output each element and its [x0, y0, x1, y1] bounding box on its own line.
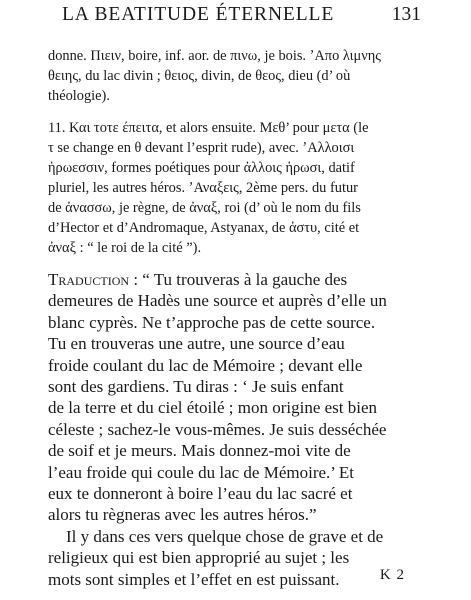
comment-line: religieux qui est bien approprié au sujet ; les: [48, 548, 350, 568]
translation-line: froide coulant du lac de Mémoire ; devant elle: [48, 355, 363, 375]
running-header: [62, 4, 421, 30]
note-line: 11. Και τοτε έπειτα, et alors ensuite. Μεθ’ pour μετα (le: [48, 120, 369, 136]
translation-line: eux te donneront à boire l’eau du lac sacré et: [48, 484, 353, 504]
translation-first-line: [48, 269, 434, 290]
note-line: d’Hector et d’Andromaque, Astyanax, de ἀστυ, cité et: [48, 220, 360, 236]
running-title: LA BEATITUDE ÉTERNELLE: [62, 4, 335, 25]
note-line: θειης, du lac divin ; θειος, divin, de θεος, dieu (d’ où: [48, 68, 351, 84]
note-line: pluriel, les autres héros. ʼΑναξεις, 2ème pers. du futur: [48, 180, 358, 196]
translation-line: l’eau froide qui coule du lac de Mémoire.’ Et: [48, 462, 355, 482]
translation-line-rest: : “ Tu trouveras à la gauche des: [129, 270, 348, 289]
page-number: 131: [391, 4, 421, 25]
translation-line: de la terre et du ciel étoilé ; mon origine est bien: [48, 398, 378, 418]
translation-line: Tu en trouveras une autre, une source d’eau: [48, 334, 345, 354]
translation-line: blanc cyprès. Ne t’approche pas de cette source.: [48, 312, 376, 332]
note-11: [48, 118, 435, 258]
translation-line: demeures de Hadès une source et auprès d’elle un: [48, 291, 387, 311]
translation-label: Traduction: [48, 270, 130, 289]
note-line: ἡρωεσσιν, formes poétiques pour ἀλλοις ἡρωσι, datif: [48, 160, 355, 176]
note-line: donne. Πιειν, boire, inf. aor. de πινω, je bois. ʼΑπο λιμνης: [48, 48, 381, 64]
note-line: théologie).: [48, 88, 110, 104]
translation-line: alors tu règneras avec les autres héros.”: [48, 505, 317, 525]
note-line: ἀναξ : “ le roi de la cité ”).: [48, 240, 202, 256]
note-line: de ἀνασσω, je règne, de ἀναξ, roi (d’ où le nom du fils: [48, 200, 361, 216]
comment-line: mots sont simples et l’effet en est puissant.: [48, 569, 340, 589]
translation-paragraph: [48, 269, 434, 590]
printer-signature: K 2: [379, 567, 405, 583]
translation-line: de soif et je meurs. Mais donnez-moi vite de: [48, 441, 351, 461]
note-line: τ se change en θ devant l’esprit rude), avec. ʼΑλλοισι: [48, 140, 355, 156]
translation-line: sont des gardiens. Tu diras : ‘ Je suis enfant: [48, 377, 344, 397]
comment-line: Il y dans ces vers quelque chose de grave et de: [66, 526, 384, 546]
note-continuation: [48, 46, 435, 106]
translation-line: céleste ; sachez-le vous-mêmes. Je suis desséchée: [48, 419, 387, 439]
